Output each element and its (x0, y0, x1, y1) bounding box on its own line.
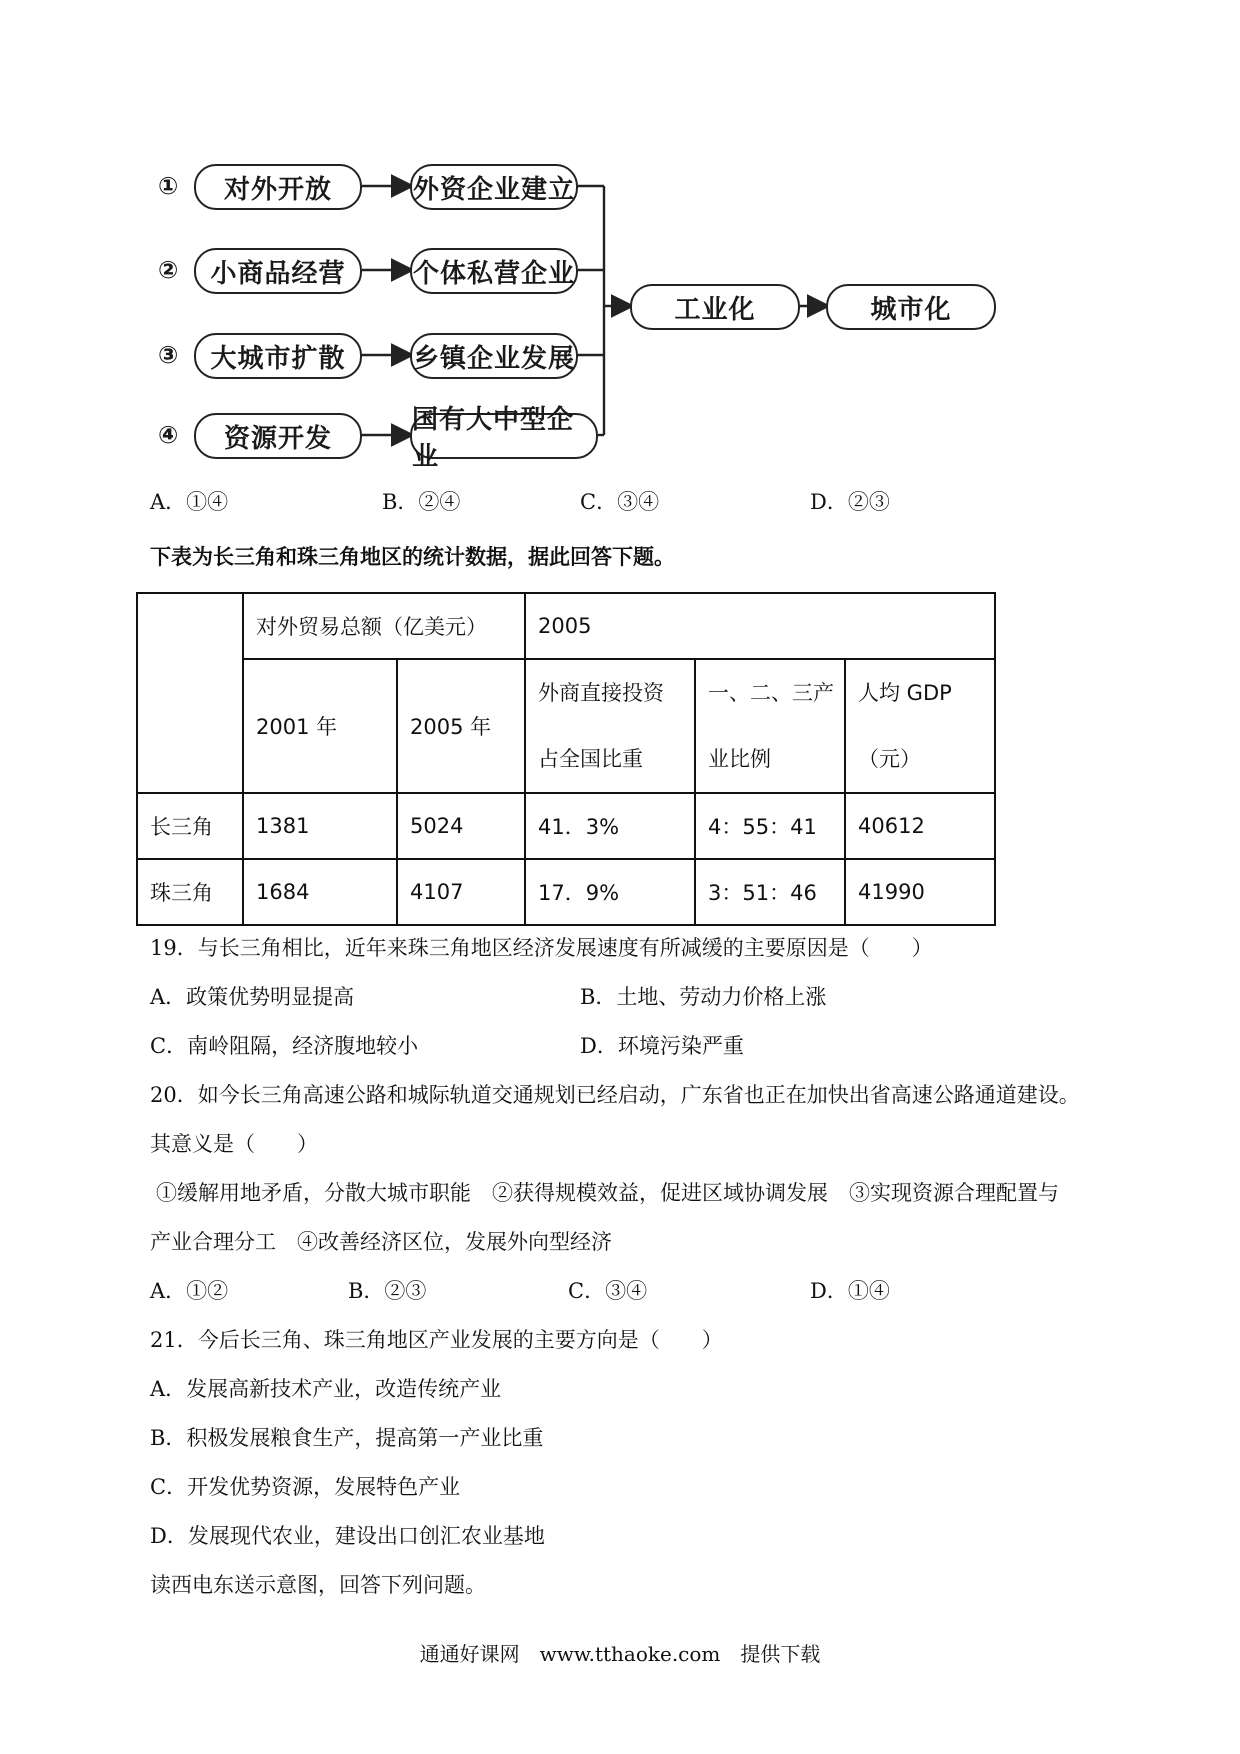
box-private-enterprise: 个体私营企业 (410, 248, 578, 294)
table-corner-cell (137, 593, 243, 793)
diagram-number-3: ③ (158, 341, 179, 369)
table-intro: 下表为长三角和珠三角地区的统计数据，据此回答下题。 (150, 545, 675, 569)
cell-gdp: 40612 (845, 793, 995, 859)
q21-option-d: D．发展现代农业，建设出口创汇农业基地 (150, 1524, 545, 1548)
header-gdp-line2: （元） (858, 747, 921, 771)
box-foreign-enterprise: 外资企业建立 (410, 164, 578, 210)
cell-trade-2001: 1381 (243, 793, 397, 859)
box-urbanization: 城市化 (826, 284, 996, 330)
header-trade-total: 对外贸易总额（亿美元） (243, 593, 525, 659)
q21-option-a: A．发展高新技术产业，改造传统产业 (150, 1377, 502, 1401)
diagram-number-4: ④ (158, 421, 179, 449)
header-industry-line2: 业比例 (708, 747, 771, 771)
header-fdi-line2: 占全国比重 (538, 747, 643, 771)
box-small-commodity: 小商品经营 (194, 248, 362, 294)
cell-gdp: 41990 (845, 859, 995, 925)
cell-trade-2001: 1684 (243, 859, 397, 925)
box-city-expansion: 大城市扩散 (194, 333, 362, 379)
q20-option-a: A．①② (150, 1279, 229, 1303)
q20-items-line2: 产业合理分工 ④改善经济区位，发展外向型经济 (150, 1230, 612, 1254)
q21-option-b: B．积极发展粮食生产，提高第一产业比重 (150, 1426, 544, 1450)
box-industrialization: 工业化 (630, 284, 800, 330)
header-fdi-line1: 外商直接投资 (538, 681, 664, 705)
header-gdp-line1: 人均 GDP (858, 681, 952, 705)
next-question-intro: 读西电东送示意图，回答下列问题。 (150, 1573, 486, 1597)
header-2005: 2005 (525, 593, 995, 659)
q20-option-b: B．②③ (348, 1279, 427, 1303)
cell-ratio: 3：51：46 (695, 859, 845, 925)
q19-stem: 19．与长三角相比，近年来珠三角地区经济发展速度有所减缓的主要原因是（ ） (150, 936, 933, 960)
q18-option-a: A．①④ (150, 490, 229, 514)
q21-option-c: C．开发优势资源，发展特色产业 (150, 1475, 461, 1499)
q20-option-c: C．③④ (568, 1279, 648, 1303)
box-township-enterprise: 乡镇企业发展 (410, 333, 578, 379)
cell-trade-2005: 4107 (397, 859, 525, 925)
header-year-2005: 2005 年 (397, 659, 525, 793)
q18-option-d: D．②③ (810, 490, 890, 514)
q19-option-a: A．政策优势明显提高 (150, 985, 355, 1009)
table-row (137, 859, 995, 925)
cell-ratio: 4：55：41 (695, 793, 845, 859)
row-name: 长三角 (137, 793, 243, 859)
q20-items-line1: ①缓解用地矛盾，分散大城市职能 ②获得规模效益，促进区域协调发展 ③实现资源合理配置与 (156, 1181, 1059, 1205)
q19-option-d: D．环境污染严重 (580, 1034, 744, 1058)
diagram-number-2: ② (158, 256, 179, 284)
diagram-number-1: ① (158, 172, 179, 200)
page-footer: 通通好课网 www.tthaoke.com 提供下载 (419, 1642, 821, 1666)
q19-option-c: C．南岭阻隔，经济腹地较小 (150, 1034, 419, 1058)
header-year-2001: 2001 年 (243, 659, 397, 793)
diagram-connectors (0, 0, 1240, 470)
q18-option-b: B．②④ (382, 490, 461, 514)
box-state-enterprise: 国有大中型企业 (410, 413, 598, 459)
box-resource-development: 资源开发 (194, 413, 362, 459)
table-row (137, 793, 995, 859)
q21-stem: 21．今后长三角、珠三角地区产业发展的主要方向是（ ） (150, 1328, 723, 1352)
header-fdi-share (525, 659, 695, 793)
q20-option-d: D．①④ (810, 1279, 890, 1303)
q20-stem-line1: 20．如今长三角高速公路和城际轨道交通规划已经启动，广东省也正在加快出省高速公路通道建设。 (150, 1083, 1080, 1107)
cell-fdi: 17．9% (525, 859, 695, 925)
box-opening-up: 对外开放 (194, 164, 362, 210)
q20-stem-line2: 其意义是（ ） (150, 1132, 318, 1156)
statistics-table (136, 592, 996, 926)
header-industry-ratio (695, 659, 845, 793)
q19-option-b: B．土地、劳动力价格上涨 (580, 985, 827, 1009)
cell-fdi: 41．3% (525, 793, 695, 859)
header-industry-line1: 一、二、三产 (708, 681, 834, 705)
cell-trade-2005: 5024 (397, 793, 525, 859)
header-gdp-per-capita (845, 659, 995, 793)
row-name: 珠三角 (137, 859, 243, 925)
q18-option-c: C．③④ (580, 490, 660, 514)
